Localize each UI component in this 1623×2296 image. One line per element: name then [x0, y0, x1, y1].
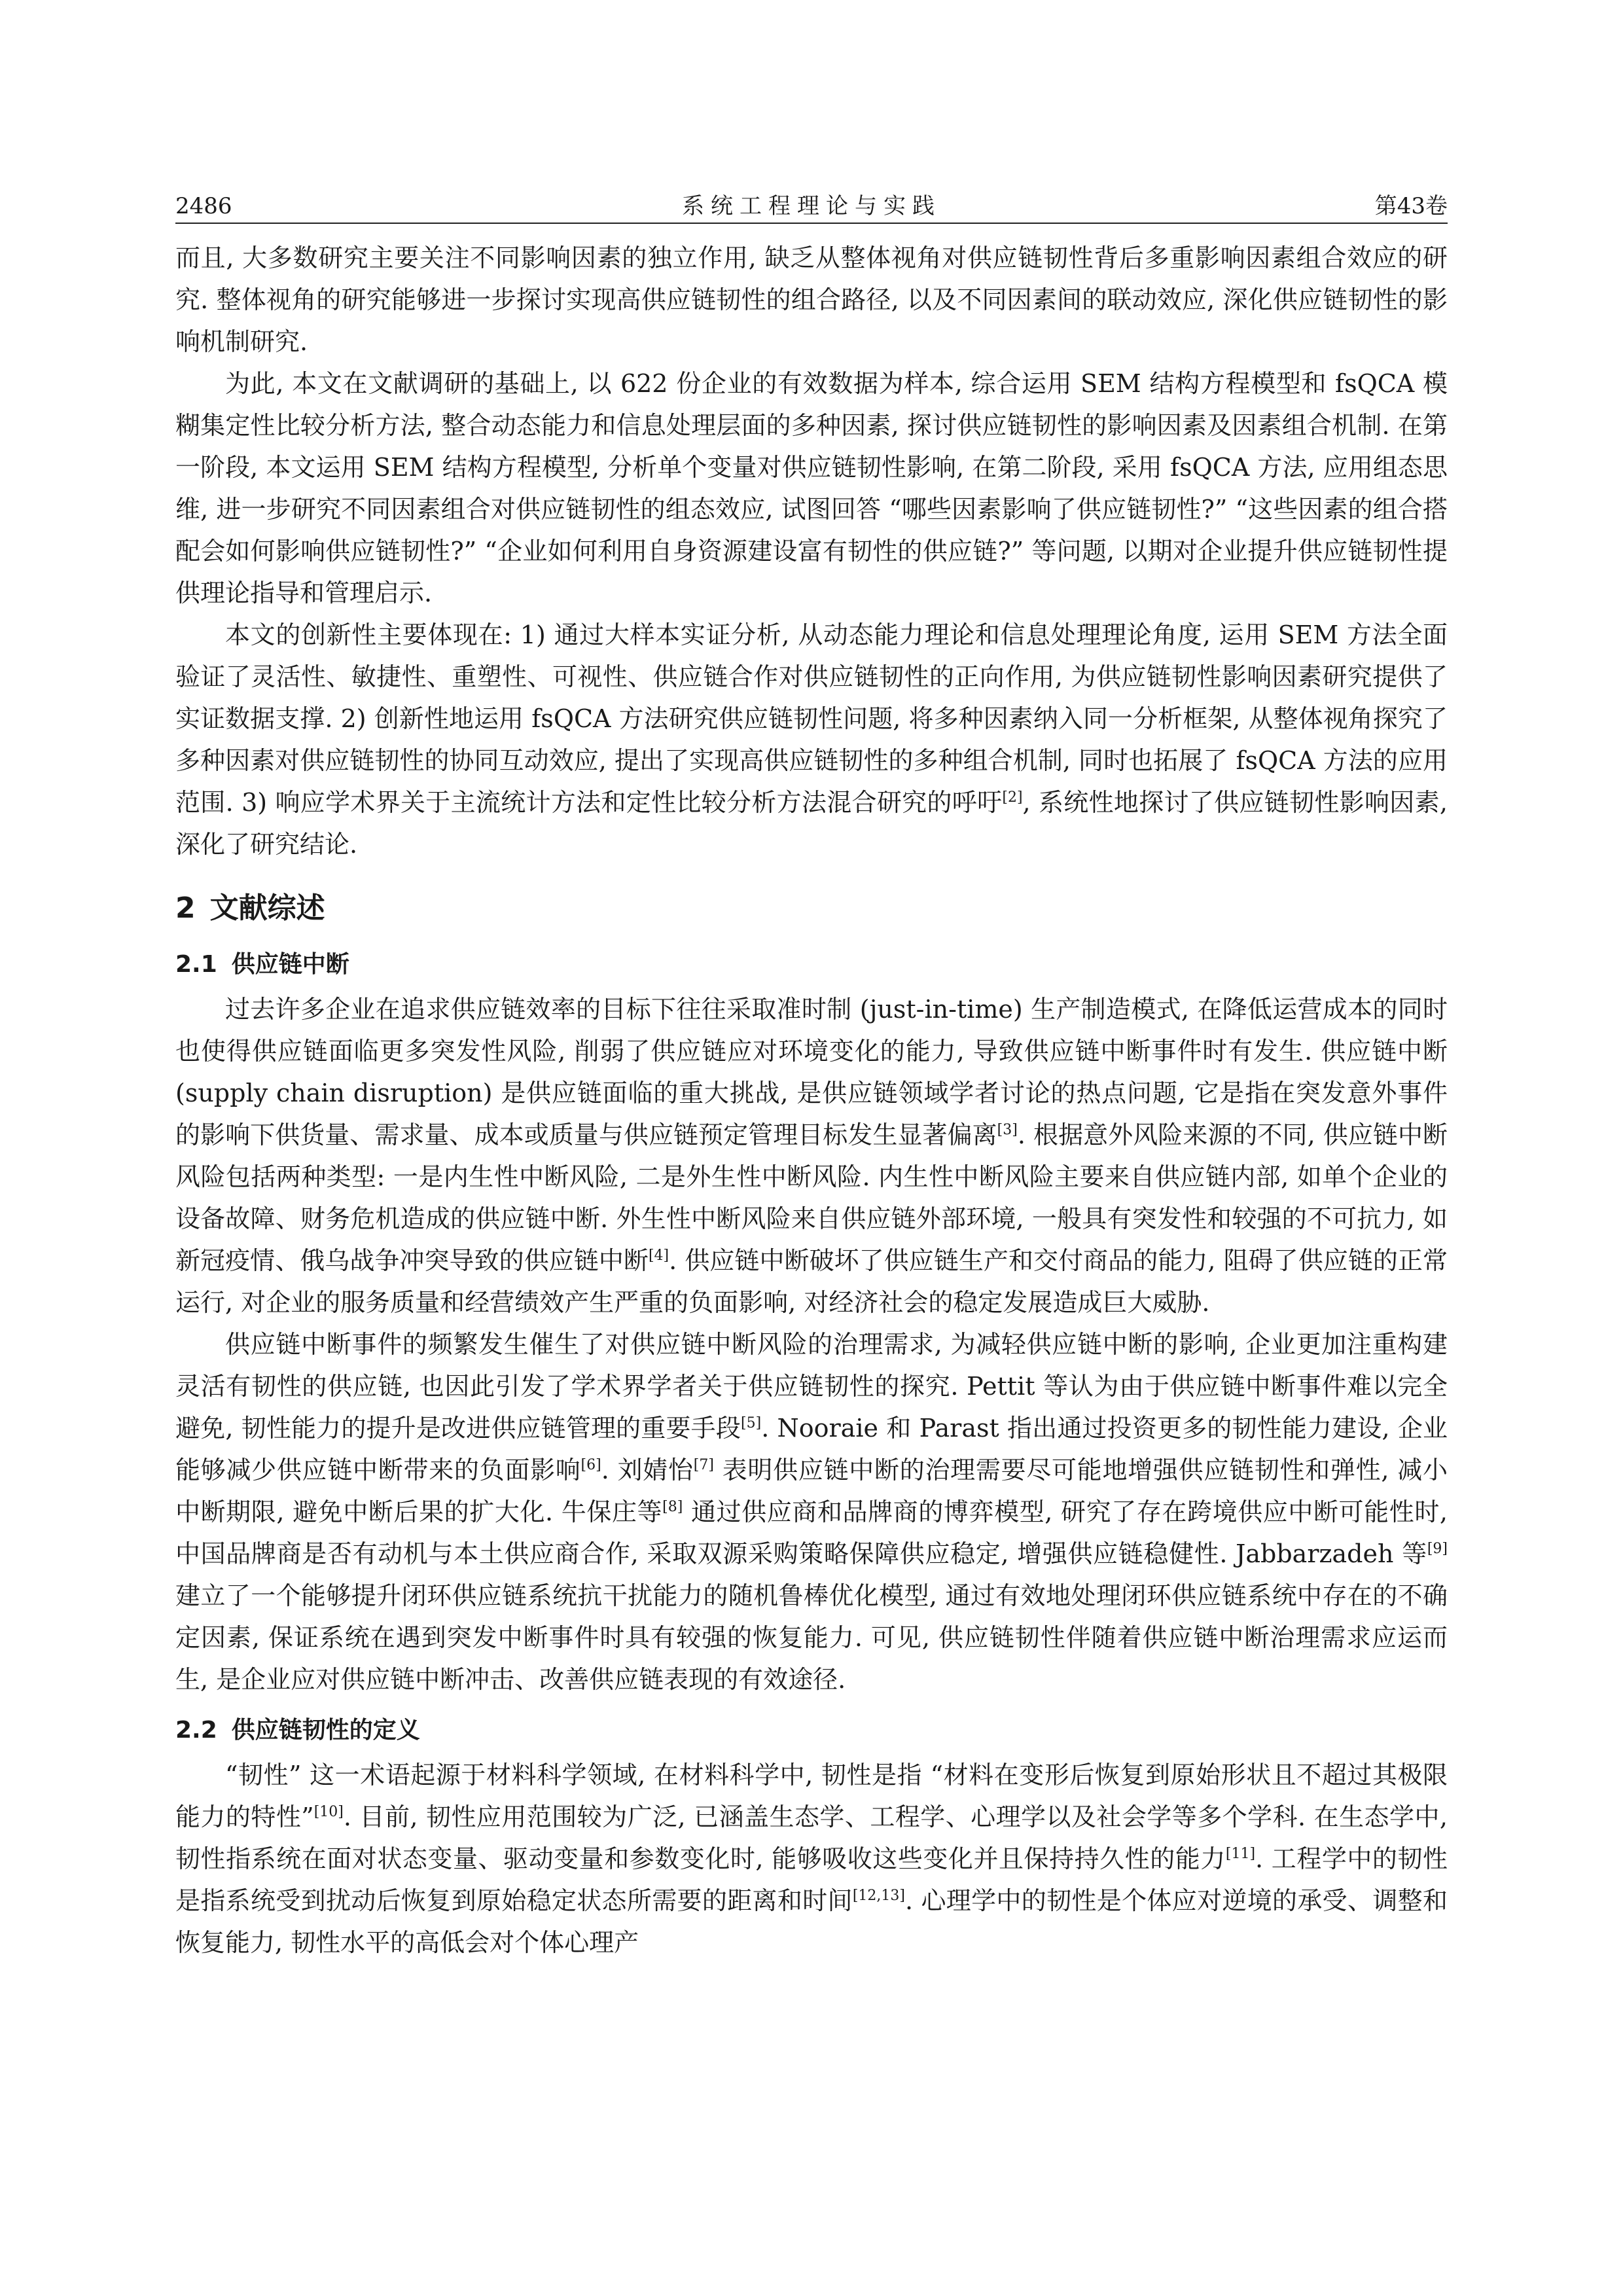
citation[interactable]: [7] [693, 1457, 714, 1473]
paragraph-intro-continued: 而且, 大多数研究主要关注不同影响因素的独立作用, 缺乏从整体视角对供应链韧性背后多重影响因素组合效应的研究. 整体视角的研究能够进一步探讨实现高供应链韧性的组合路径, 以及不同因素间的联动效应, 深化供应链韧性的影响机制研究. [175, 243, 1448, 356]
text-span: . Nooraie 和 Parast 指出通过投资更多的韧性能力建设, 企业能够减少供应链中断带来的负面影响 [175, 1414, 1448, 1484]
citation[interactable]: [11] [1225, 1846, 1256, 1862]
subsection-title: 供应链中断 [231, 951, 349, 978]
text-span: 本文的创新性主要体现在: 1) 通过大样本实证分析, 从动态能力理论和信息处理理论角度, 运用 SEM 方法全面验证了灵活性、敏捷性、重塑性、可视性、供应链合作对供应链韧性的正向作用, 为供应链韧性影响因素研究提供了实证数据支撑. 2) 创新性地运用 fsQCA 方法研究供应链韧性问题, 将多种因素纳入同一分析框架, 从整体视角探究了多种因素对供应链韧性的协同互动效应, 提出了实现高供应链韧性的多种组合机制, 同时也拓展了 fsQCA 方法的应用范围. 3) 响应学术界关于主流统计方法和定性比较分析方法混合研究的呼吁 [175, 620, 1448, 817]
text-span: 建立了一个能够提升闭环供应链系统抗干扰能力的随机鲁棒优化模型, 通过有效地处理闭环供应链系统中存在的不确定因素, 保证系统在遇到突发中断事件时具有较强的恢复能力. 可见, 供应链韧性伴随着供应链中断治理需求应运而生, 是企业应对供应链中断冲击、改善供应链表现的有效途径. [175, 1581, 1448, 1694]
text-span: 过去许多企业在追求供应链效率的目标下往往采取准时制 (just-in-time) 生产制造模式, 在降低运营成本的同时也使得供应链面临更多突发性风险, 削弱了供应链应对环境变化的能力, 导致供应链中断事件时有发生. 供应链中断 (supply chain disruption) 是供应链面临的重大挑战, 是供应链领域学者讨论的热点问题, 它是指在突发意外事件的影响下供货量、需求量、成本或质量与供应链预定管理目标发生显著偏离 [175, 995, 1448, 1149]
journal-title: 系统工程理论与实践 [682, 193, 941, 219]
citation[interactable]: [4] [648, 1247, 669, 1264]
section-title: 文献综述 [209, 891, 325, 925]
citation[interactable]: [8] [662, 1499, 683, 1515]
text-span: . 刘婧怡 [601, 1456, 694, 1484]
text-span: . 供应链中断破坏了供应链生产和交付商品的能力, 阻碍了供应链的正常运行, 对企业的服务质量和经营绩效产生严重的负面影响, 对经济社会的稳定发展造成巨大威胁. [175, 1246, 1448, 1317]
citation[interactable]: [10] [313, 1804, 344, 1820]
subsection-title: 供应链韧性的定义 [231, 1717, 420, 1744]
text-span: . 工程学中的韧性是指系统受到扰动后恢复到原始稳定状态所需要的距离和时间 [175, 1844, 1448, 1915]
paragraph-purpose: 为此, 本文在文献调研的基础上, 以 622 份企业的有效数据为样本, 综合运用 SEM 结构方程模型和 fsQCA 模糊集定性比较分析方法, 整合动态能力和信息处理层面的多种因素, 探讨供应链韧性的影响因素及因素组合机制. 在第一阶段, 本文运用 SEM 结构方程模型, 分析单个变量对供应链韧性影响, 在第二阶段, 采用 fsQCA 方法, 应用组态思维, 进一步研究不同因素组合对供应链韧性的组态效应, 试图回答 “哪些因素影响了供应链韧性?” “这些因素的组合搭配会如何影响供应链韧性?” “企业如何利用自身资源建设富有韧性的供应链?” 等问题, 以期对企业提升供应链韧性提供理论指导和管理启示. [175, 369, 1448, 607]
citation[interactable]: [12,13] [852, 1888, 905, 1904]
page-number: 2486 [175, 193, 232, 219]
paragraph-definition [175, 1754, 1448, 1964]
text-span: . 根据意外风险来源的不同, 供应链中断风险包括两种类型: 一是内生性中断风险, 二是外生性中断风险. 内生性中断风险主要来自供应链内部, 如单个企业的设备故障、财务危机造成的供应链中断. 外生性中断风险来自供应链外部环境, 一般具有突发性和较强的不可抗力, 如新冠疫情、俄乌战争冲突导致的供应链中断 [175, 1121, 1448, 1275]
subsection-number: 2.2 [175, 1717, 217, 1744]
article-body [175, 237, 1448, 1964]
section-heading-2 [175, 885, 1448, 932]
citation[interactable]: [2] [1002, 789, 1023, 806]
text-span: “韧性” 这一术语起源于材料科学领域, 在材料科学中, 韧性是指 “材料在变形后恢复到原始形状且不超过其极限能力的特性” [175, 1761, 1448, 1831]
citation[interactable]: [6] [580, 1457, 601, 1473]
text-span: 通过供应商和品牌商的博弈模型, 研究了存在跨境供应中断可能性时, 中国品牌商是否有动机与本土供应商合作, 采取双源采购策略保障供应稳定, 增强供应链稳健性. Jabbarzadeh 等 [175, 1498, 1448, 1568]
citation[interactable]: [3] [997, 1122, 1018, 1138]
paragraph-disruption-2 [175, 1323, 1448, 1700]
text-span: 表明供应链中断的治理需要尽可能地增强供应链韧性和弹性, 减小中断期限, 避免中断后果的扩大化. 牛保庄等 [175, 1456, 1448, 1526]
citation[interactable]: [5] [741, 1415, 762, 1431]
subsection-heading-2-2 [175, 1711, 1448, 1750]
page [175, 190, 1448, 1964]
paragraph-disruption-1 [175, 988, 1448, 1323]
text-span: 供应链中断事件的频繁发生催生了对供应链中断风险的治理需求, 为减轻供应链中断的影响, 企业更加注重构建灵活有韧性的供应链, 也因此引发了学术界学者关于供应链韧性的探究. Pettit 等认为由于供应链中断事件难以完全避免, 韧性能力的提升是改进供应链管理的重要手段 [175, 1330, 1448, 1443]
citation[interactable]: [9] [1427, 1541, 1448, 1557]
text-span: , 系统性地探讨了供应链韧性影响因素, 深化了研究结论. [175, 788, 1448, 859]
section-number: 2 [175, 891, 196, 925]
paragraph-innovation [175, 614, 1448, 865]
volume-label: 第43卷 [1374, 193, 1448, 219]
subsection-number: 2.1 [175, 951, 217, 978]
text-span: . 目前, 韧性应用范围较为广泛, 已涵盖生态学、工程学、心理学以及社会学等多个学科. 在生态学中, 韧性指系统在面对状态变量、驱动变量和参数变化时, 能够吸收这些变化并且保持持久性的能力 [175, 1803, 1448, 1873]
text-span: . 心理学中的韧性是个体应对逆境的承受、调整和恢复能力, 韧性水平的高低会对个体心理产 [175, 1886, 1448, 1957]
subsection-heading-2-1 [175, 945, 1448, 984]
running-header [175, 190, 1448, 224]
